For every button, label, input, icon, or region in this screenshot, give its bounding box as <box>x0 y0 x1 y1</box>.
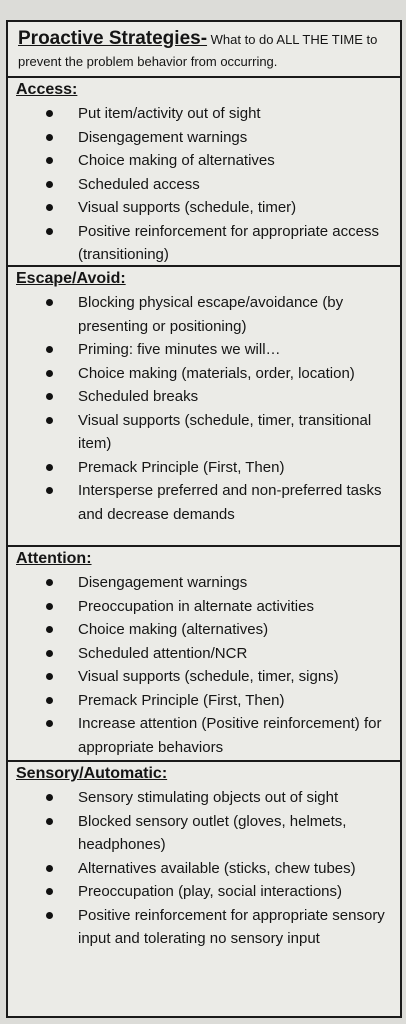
list-item <box>8 479 400 526</box>
list-item-text: Choice making of alternatives <box>78 152 275 169</box>
bullet-icon <box>46 134 53 141</box>
sheet-subtitle: What to do ALL THE TIME to prevent the problem behavior from occurring. <box>18 32 378 69</box>
section-escape-avoid <box>8 267 400 547</box>
bullet-icon <box>46 204 53 211</box>
list-item-text: Intersperse preferred and non-preferred tasks and decrease demands <box>78 482 382 523</box>
list-item-text: Blocking physical escape/avoidance (by presenting or positioning) <box>78 294 344 335</box>
section-title: Attention: <box>16 550 92 567</box>
list-item <box>8 196 400 220</box>
bullet-icon <box>46 228 53 235</box>
strategy-list <box>8 102 400 267</box>
bullet-icon <box>46 865 53 872</box>
section-title: Escape/Avoid: <box>16 270 126 287</box>
list-item-text: Sensory stimulating objects out of sight <box>78 789 339 806</box>
list-item <box>8 857 400 881</box>
bullet-icon <box>46 346 53 353</box>
list-item <box>8 102 400 126</box>
list-item-text: Alternatives available (sticks, chew tubes) <box>78 859 356 877</box>
sheet-title: Proactive Strategies- <box>18 28 208 49</box>
bullet-icon <box>46 912 53 919</box>
bullet-icon <box>46 888 53 895</box>
bullet-icon <box>46 720 53 727</box>
strategy-list <box>8 786 400 951</box>
bullet-icon <box>46 110 53 117</box>
list-item <box>8 126 400 150</box>
bullet-icon <box>46 393 53 400</box>
list-item-text: Premack Principle (First, Then) <box>78 458 285 476</box>
strategies-sheet <box>6 20 402 1018</box>
list-item <box>8 618 400 642</box>
bullet-icon <box>46 464 53 471</box>
list-item-text: Preoccupation (play, social interactions) <box>78 883 343 900</box>
list-item <box>8 712 400 759</box>
section-sensory-automatic <box>8 762 400 1018</box>
bullet-icon <box>46 626 53 633</box>
list-item <box>8 665 400 689</box>
list-item <box>8 220 400 267</box>
bullet-icon <box>46 487 53 494</box>
list-item <box>8 291 400 338</box>
list-item-text: Priming: five minutes we will… <box>78 341 281 358</box>
section-access <box>8 78 400 267</box>
list-item-text: Visual supports (schedule, timer) <box>78 199 297 216</box>
list-item-text: Choice making (materials, order, location) <box>78 364 355 382</box>
list-item <box>8 571 400 595</box>
list-item-text: Preoccupation in alternate activities <box>78 597 314 615</box>
bullet-icon <box>46 603 53 610</box>
list-item-text: Blocked sensory outlet (gloves, helmets, headphones) <box>78 812 347 853</box>
list-item-text: Put item/activity out of sight <box>78 105 261 122</box>
list-item <box>8 786 400 810</box>
bullet-icon <box>46 794 53 801</box>
list-item-text: Premack Principle (First, Then) <box>78 691 285 709</box>
bullet-icon <box>46 673 53 680</box>
bullet-icon <box>46 650 53 657</box>
list-item-text: Increase attention (Positive reinforcement) for appropriate behaviors <box>78 715 382 756</box>
list-item-text: Visual supports (schedule, timer, transitional item) <box>78 411 372 452</box>
bullet-icon <box>46 157 53 164</box>
bullet-icon <box>46 181 53 188</box>
bullet-icon <box>46 818 53 825</box>
section-title: Sensory/Automatic: <box>16 765 168 782</box>
list-item <box>8 338 400 362</box>
list-item <box>8 595 400 619</box>
list-item-text: Disengagement warnings <box>78 574 248 591</box>
bullet-icon <box>46 579 53 586</box>
bullet-icon <box>46 417 53 424</box>
list-item-text: Scheduled attention/NCR <box>78 644 248 662</box>
list-item <box>8 880 400 904</box>
list-item <box>8 362 400 386</box>
list-item <box>8 409 400 456</box>
list-item <box>8 904 400 951</box>
sheet-header <box>8 22 400 78</box>
list-item <box>8 642 400 666</box>
list-item-text: Positive reinforcement for appropriate access (transitioning) <box>78 222 379 263</box>
list-item-text: Disengagement warnings <box>78 128 248 146</box>
list-item <box>8 149 400 173</box>
bullet-icon <box>46 697 53 704</box>
list-item-text: Choice making (alternatives) <box>78 621 269 638</box>
list-item-text: Positive reinforcement for appropriate sensory input and tolerating no sensory input <box>78 906 385 947</box>
list-item <box>8 810 400 857</box>
strategy-list <box>8 571 400 759</box>
list-item-text: Scheduled access <box>78 175 200 193</box>
bullet-icon <box>46 370 53 377</box>
list-item <box>8 689 400 713</box>
list-item-text: Scheduled breaks <box>78 388 199 405</box>
list-item <box>8 173 400 197</box>
list-item <box>8 385 400 409</box>
list-item-text: Visual supports (schedule, timer, signs) <box>78 668 339 685</box>
bullet-icon <box>46 299 53 306</box>
section-attention <box>8 547 400 762</box>
section-title: Access: <box>16 81 78 98</box>
list-item <box>8 456 400 480</box>
strategy-list <box>8 291 400 526</box>
